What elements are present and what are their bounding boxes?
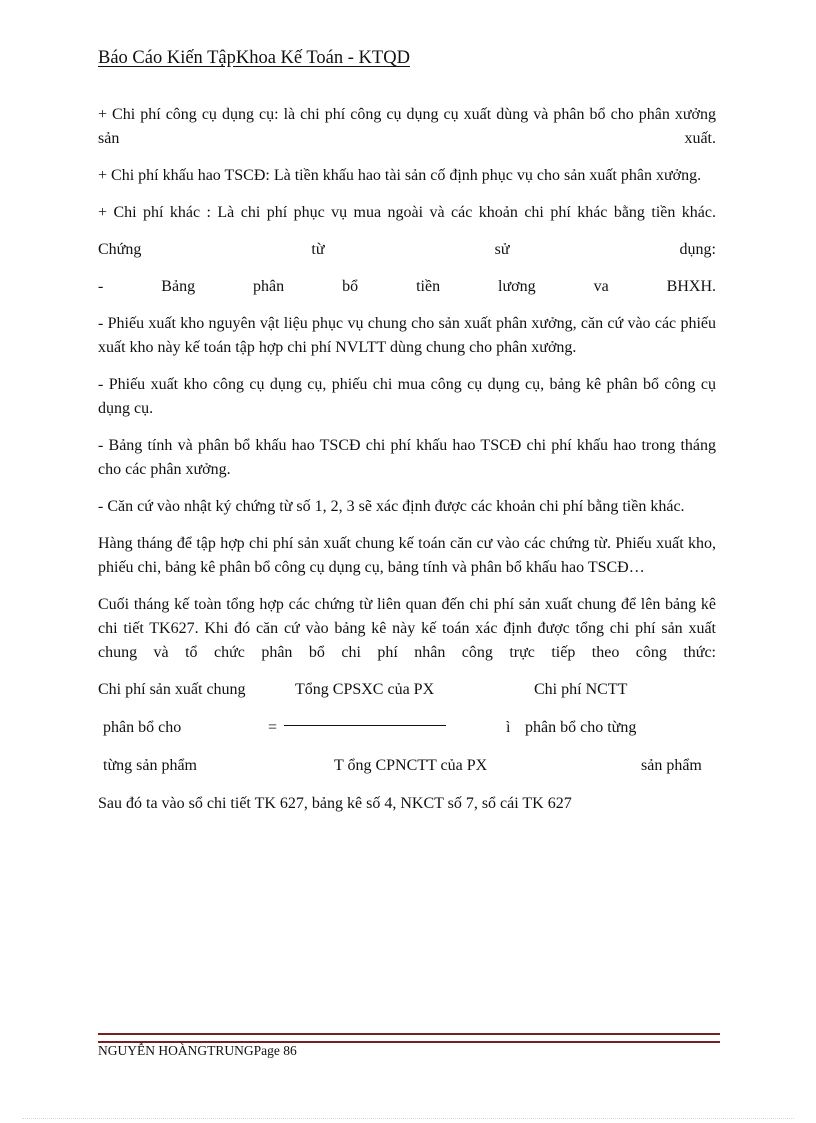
paragraph-other-cost: + Chi phí khác : Là chi phí phục vụ mua ngoài và các khoản chi phí khác bằng tiền khác. — [98, 204, 716, 221]
list-item-payroll: - Bảng phân bổ tiền lương va BHXH. — [98, 278, 716, 295]
list-item-depreciation-table: - Bảng tính và phân bổ khấu hao TSCĐ chi phí khấu hao TSCĐ chi phí khấu hao trong tháng cho các phân xưởng. — [98, 437, 716, 478]
paragraph-month-end: Cuối tháng kế toàn tổng hợp các chứng từ liên quan đến chi phí sản xuất chung để lên bảng kê chi tiết TK627. Khi đó căn cứ vào bảng kê này kế toán xác định được tổng chi phí sản xuất chung và tổ chức phân bổ chi phí nhân công trực tiếp theo công thức: — [98, 596, 716, 661]
fraction-line — [284, 725, 446, 726]
list-item-material-slip: - Phiếu xuất kho nguyên vật liệu phục vụ chung cho sản xuất phân xưởng, căn cứ vào các phiếu xuất kho này kế toán tập hợp chi phí NVLTT dùng chung cho phân xưởng. — [98, 315, 716, 356]
formula-left-line3: từng sản phẩm — [103, 757, 197, 774]
paragraph-closing: Sau đó ta vào sổ chi tiết TK 627, bảng kê số 4, NKCT số 7, sổ cái TK 627 — [98, 795, 572, 812]
page-footer: NGUYỄN HOÀNGTRUNGPage 86 — [98, 1043, 297, 1058]
allocation-formula — [98, 678, 716, 792]
paragraph-monthly: Hàng tháng để tập hợp chi phí sản xuất chung kế toán căn cư vào các chứng từ. Phiếu xuất kho, phiếu chi, bảng kê phân bổ công cụ dụng cụ, bảng tính và phân bổ khấu hao TSCĐ… — [98, 535, 716, 576]
page-header: Báo Cáo Kiến TậpKhoa Kế Toán - KTQD — [98, 48, 410, 68]
formula-left-line1: Chi phí sản xuất chung — [98, 681, 246, 698]
formula-left-line2: phân bổ cho — [103, 719, 182, 736]
formula-times: ì — [506, 719, 511, 736]
formula-numerator: Tổng CPSXC của PX — [295, 681, 435, 698]
paragraph-depreciation-cost: + Chi phí khấu hao TSCĐ: Là tiền khấu hao tài sản cố định phục vụ cho sản xuất phân xưởng. — [98, 167, 702, 184]
formula-denominator: T ổng CPNCTT của PX — [334, 757, 488, 774]
footer-divider — [98, 1033, 720, 1043]
list-item-journal: - Căn cứ vào nhật ký chứng từ số 1, 2, 3 sẽ xác định được các khoản chi phí bằng tiền khác. — [98, 498, 685, 515]
formula-right-line2: phân bổ cho từng — [525, 719, 637, 736]
formula-right-line1: Chi phí NCTT — [534, 681, 628, 698]
list-item-tool-slip: - Phiếu xuất kho công cụ dụng cụ, phiếu chi mua công cụ dụng cụ, bảng kê phân bổ công cụ dụng cụ. — [98, 376, 716, 417]
document-body — [98, 103, 716, 829]
paragraph-documents-used: Chứng từ sử dụng: — [98, 241, 716, 258]
paragraph-tools-cost: + Chi phí công cụ dụng cụ: là chi phí công cụ dụng cụ xuất dùng và phân bổ cho phân xưởng sản xuất. — [98, 106, 716, 147]
page-bottom-border — [22, 1118, 794, 1119]
formula-equals: = — [268, 719, 278, 736]
formula-right-line3: sản phẩm — [641, 757, 702, 774]
